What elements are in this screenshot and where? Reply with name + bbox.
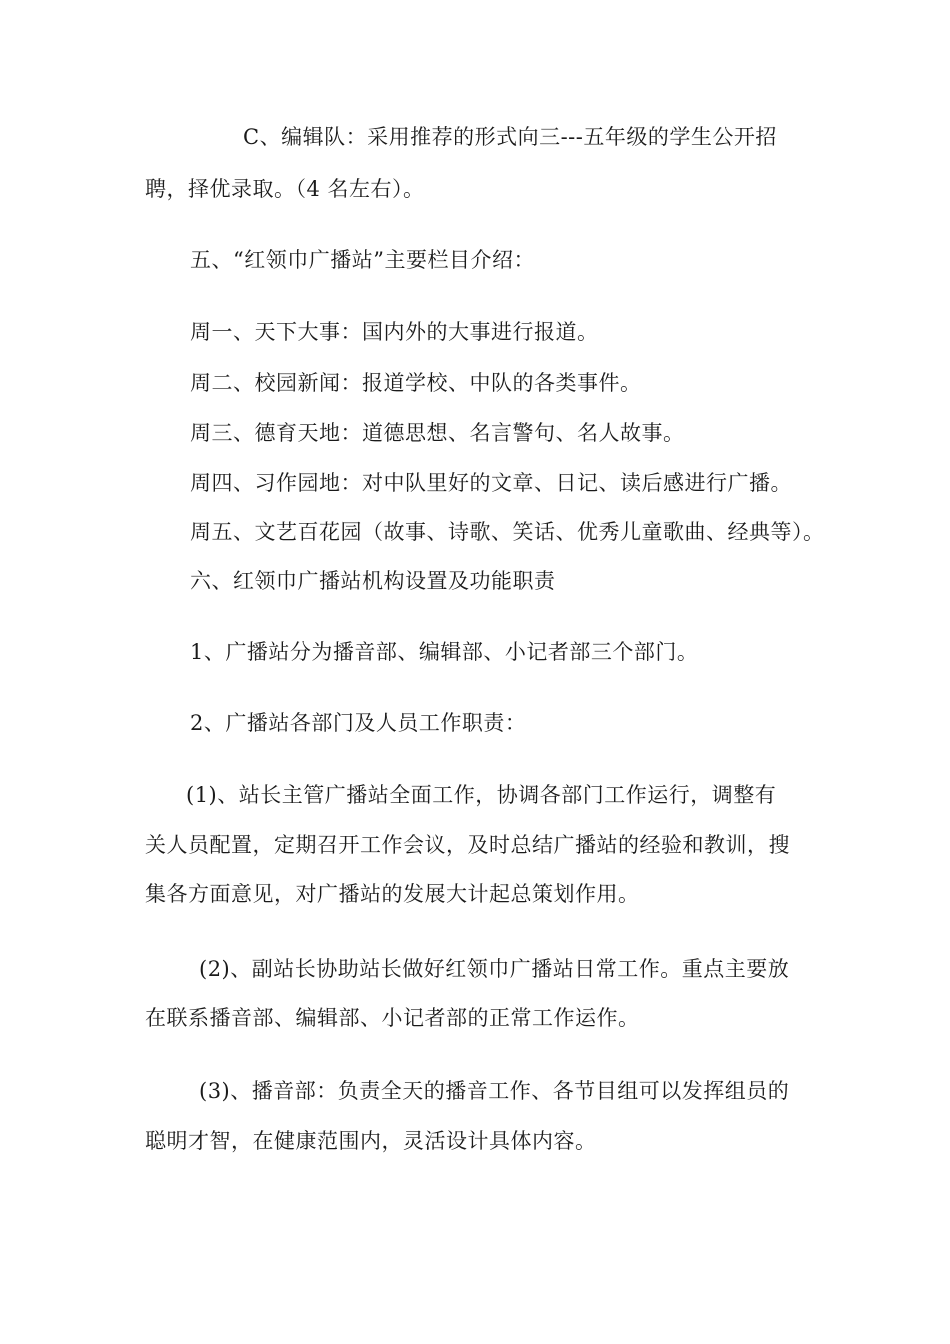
item-2-duties: 2、广播站各部门及人员工作职责：: [190, 711, 527, 735]
duty-2-line-2: 在联系播音部、编辑部、小记者部的正常工作运作。: [145, 1006, 640, 1030]
schedule-wednesday: 周三、德育天地：道德思想、名言警句、名人故事。: [190, 421, 685, 445]
section-heading-six: 六、红领巾广播站机构设置及功能职责: [190, 569, 556, 593]
duty-1-line-1: (1)、站长主管广播站全面工作，协调各部门工作运行，调整有: [186, 783, 777, 807]
duty-1-line-2: 关人员配置，定期召开工作会议，及时总结广播站的经验和教训，搜: [145, 833, 790, 857]
duty-3-line-1: (3)、播音部：负责全天的播音工作、各节目组可以发挥组员的: [199, 1079, 790, 1103]
paragraph-editing-team-line-2: 聘，择优录取。（4 名左右）。: [145, 177, 425, 201]
duty-3-line-2: 聪明才智，在健康范围内，灵活设计具体内容。: [145, 1129, 597, 1153]
duty-1-line-3: 集各方面意见，对广播站的发展大计起总策划作用。: [145, 882, 640, 906]
paragraph-editing-team-line-1: C、编辑队：采用推荐的形式向三---五年级的学生公开招: [243, 125, 777, 149]
item-1-departments: 1、广播站分为播音部、编辑部、小记者部三个部门。: [190, 640, 699, 664]
schedule-tuesday: 周二、校园新闻：报道学校、中队的各类事件。: [190, 371, 642, 395]
duty-2-line-1: (2)、副站长协助站长做好红领巾广播站日常工作。重点主要放: [199, 957, 790, 981]
schedule-friday: 周五、文艺百花园（故事、诗歌、笑话、优秀儿童歌曲、经典等）。: [190, 520, 825, 544]
section-heading-five: 五、“红领巾广播站”主要栏目介绍：: [190, 248, 535, 272]
schedule-thursday: 周四、习作园地：对中队里好的文章、日记、读后感进行广播。: [190, 471, 792, 495]
schedule-monday: 周一、天下大事：国内外的大事进行报道。: [190, 320, 599, 344]
